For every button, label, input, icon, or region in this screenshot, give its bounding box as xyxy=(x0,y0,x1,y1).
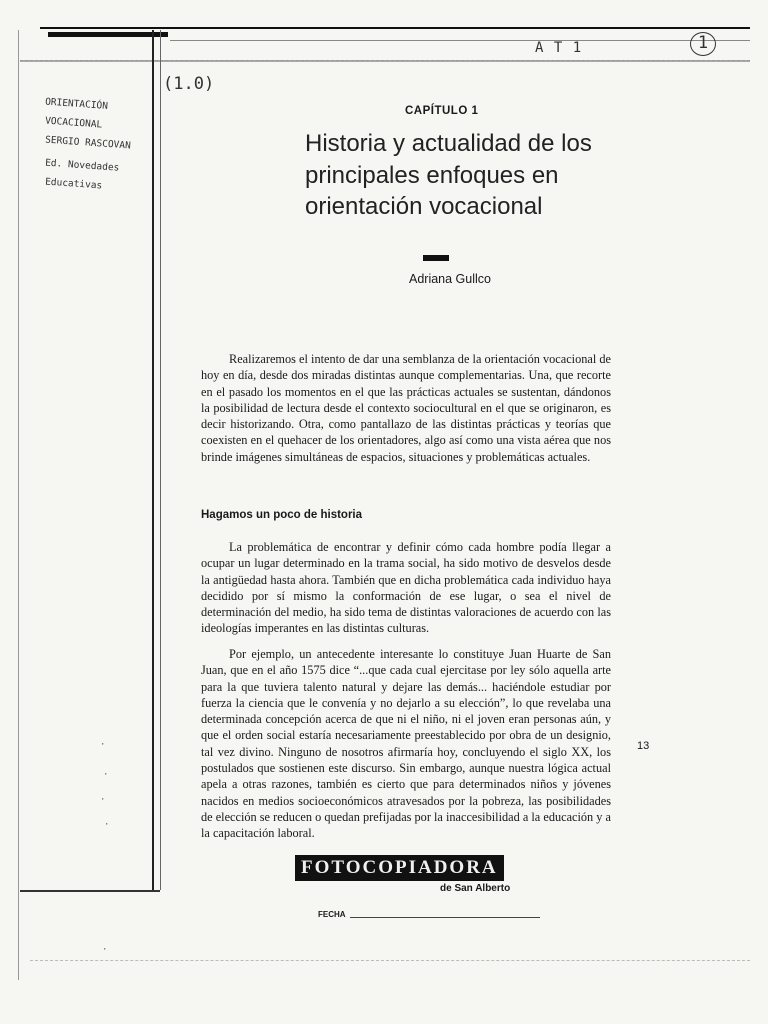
header-dashed-line xyxy=(20,60,750,62)
margin-note: SERGIO RASCOVAN xyxy=(44,134,132,152)
chapter-label: CAPÍTULO 1 xyxy=(405,105,479,117)
stamp-subtitle: de San Alberto xyxy=(440,883,511,894)
handwritten-margin-notes xyxy=(44,96,145,199)
top-rule xyxy=(40,27,750,29)
margin-binding-line xyxy=(152,30,154,890)
stamp-date-label: FECHA xyxy=(318,910,346,919)
margin-note: VOCACIONAL xyxy=(44,115,103,131)
chapter-title: Historia y actualidad de los principales enfoques en orientación vocacional xyxy=(305,130,592,220)
title-underline-mark xyxy=(423,255,449,261)
handwritten-page-circle: 1 xyxy=(690,32,716,56)
margin-speck: · xyxy=(102,945,108,955)
margin-note: Ed. Novedades xyxy=(44,157,120,174)
margin-speck: · xyxy=(104,820,110,830)
body-paragraph: La problemática de encontrar y definir cómo cada hombre podía llegar a ocupar un lugar determinado en la trama social, ha sido motivo de desvelos desde la antigüedad hasta ahora. También que en dicha problemática cada individuo haya decidido por sí mismo la conformación de ese lugar, o sea el nivel de determinación del medio, ha sido tema de distintas valoraciones de acuerdo con las ideologías imperantes en las distintas culturas. xyxy=(201,540,611,636)
stamp-logo: FOTOCOPIADORA xyxy=(295,855,504,881)
photocopy-stamp xyxy=(295,855,504,881)
margin-note: ORIENTACIÓN xyxy=(44,96,109,112)
top-rule-thick xyxy=(48,32,168,37)
margin-note: Educativas xyxy=(44,176,103,192)
handwritten-section-number: (1.0) xyxy=(163,74,215,94)
section-heading: Hagamos un poco de historia xyxy=(201,509,363,521)
intro-paragraph: Realizaremos el intento de dar una semblanza de la orientación vocacional de hoy en día, desde dos miradas distintas aunque complementarias. Una, que recorte en el pasado los momentos en el que las prácticas actuales se sustentan, dándonos la posibilidad de lectura desde el contexto sociocultural en el que se originaron, es decir historizando. Otra, como pantallazo de las distintas prácticas y teorías que coexisten en el quehacer de los orientadores, algo así como una vista aérea que nos brinde imágenes simultáneas de espacios, situaciones y problemáticas actuales. xyxy=(201,352,611,464)
top-rule-thin xyxy=(170,40,750,41)
margin-speck: · xyxy=(100,795,106,805)
handwritten-top-note: A T 1 xyxy=(535,40,583,56)
page-number: 13 xyxy=(637,740,650,752)
margin-binding-line-thin xyxy=(160,30,161,890)
left-edge-line xyxy=(18,30,19,980)
body-paragraph: Por ejemplo, un antecedente interesante lo constituye Juan Huarte de San Juan, que en el año 1575 dice “...que cada cual ejercitase por ley sólo aquella arte para la que tuviera talento natural y dejare las demás... haciéndole estudiar por fuerza la ciencia que le convenía y no dejarlo a su elección”, lo que revelaba una determinada concepción acerca de que ni el niño, ni el joven eran personas aún, y que el orden social estaría necesariamente preestablecido por obra de un designio, tal vez divino. Ninguno de nosotros afirmaría hoy, concluyendo el siglo XX, los postulados que sostienen este discurso. Sin embargo, aunque nuestra lógica actual apela a otras razones, también es cierto que para determinados niños y jóvenes nacidos en medios socioeconómicos atravesados por la pobreza, las posibilidades de elección se reducen o quedan prefijadas por la inaccesibilidad a la educación y a la capacitación laboral. xyxy=(201,647,611,841)
stamp-date-line xyxy=(350,917,540,919)
margin-speck: · xyxy=(103,770,109,780)
margin-speck: · xyxy=(100,740,106,750)
margin-bottom-rule xyxy=(20,890,160,892)
bottom-dashed-line xyxy=(30,960,750,962)
author-name: Adriana Gullco xyxy=(409,272,491,286)
